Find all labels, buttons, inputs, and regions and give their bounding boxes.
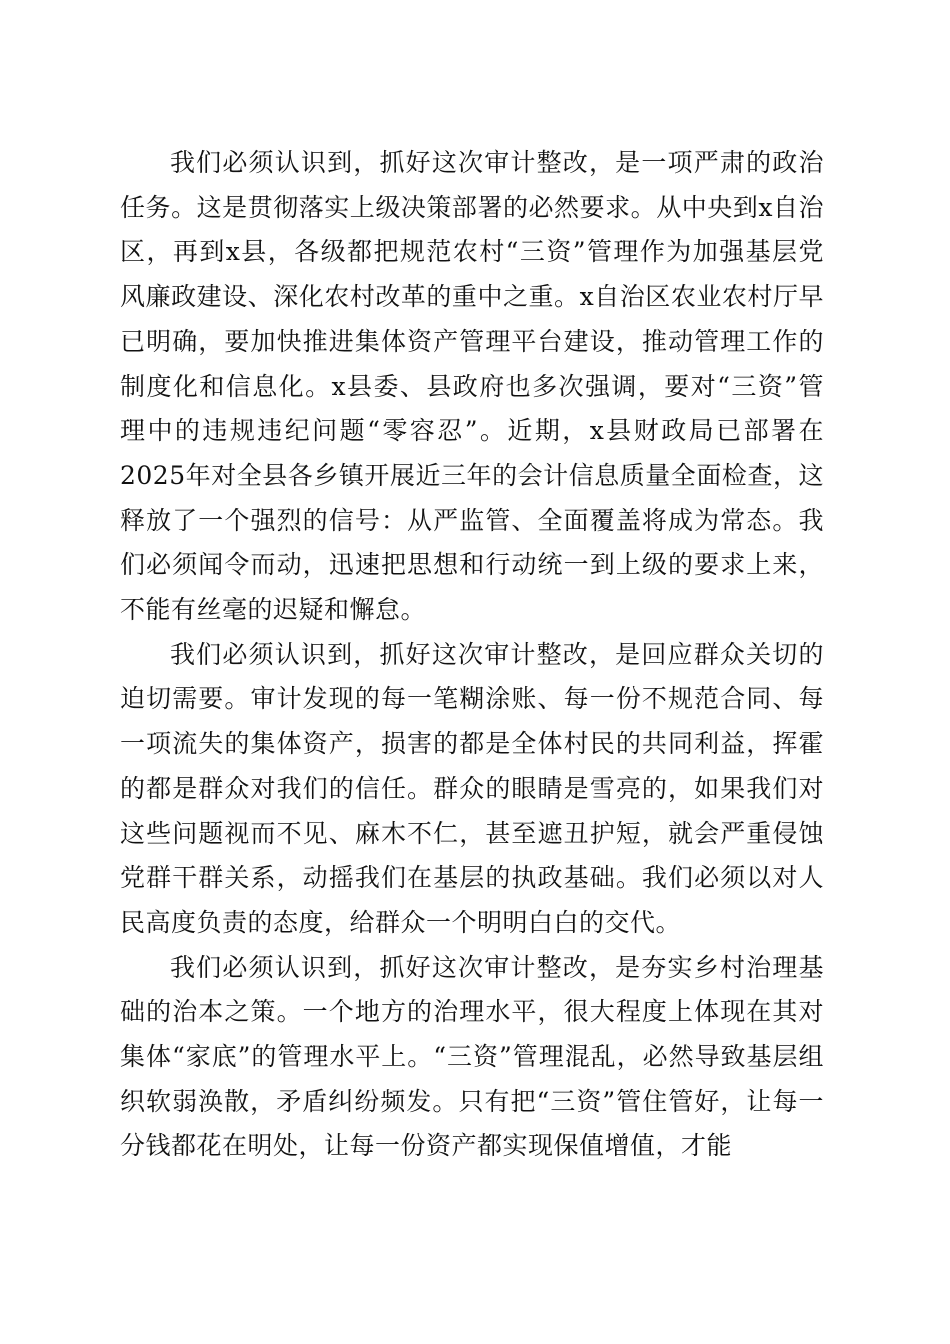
- paragraph-rural-governance: 我们必须认识到，抓好这次审计整改，是夯实乡村治理基础的治本之策。一个地方的治理水平，很大程度上体现在其对集体“家底”的管理水平上。“三资”管理混乱，必然导致基层组织软弱涣散，矛盾纠纷频发。只有把“三资”管住管好，让每一分钱都花在明处，让每一份资产都实现保值增值，才能: [120, 952, 824, 1161]
- document-body: [120, 141, 824, 1169]
- paragraph-public-concern: 我们必须认识到，抓好这次审计整改，是回应群众关切的迫切需要。审计发现的每一笔糊涂账、每一份不规范合同、每一项流失的集体资产，损害的都是全体村民的共同利益，挥霍的都是群众对我们的信任。群众的眼睛是雪亮的，如果我们对这些问题视而不见、麻木不仁，甚至遮丑护短，就会严重侵蚀党群干群关系，动摇我们在基层的执政基础。我们必须以对人民高度负责的态度，给群众一个明明白白的交代。: [120, 639, 824, 937]
- paragraph-political-task: 我们必须认识到，抓好这次审计整改，是一项严肃的政治任务。这是贯彻落实上级决策部署的必然要求。从中央到x自治区，再到x县，各级都把规范农村“三资”管理作为加强基层党风廉政建设、深化农村改革的重中之重。x自治区农业农村厅早已明确，要加快推进集体资产管理平台建设，推动管理工作的制度化和信息化。x县委、县政府也多次强调，要对“三资”管理中的违规违纪问题“零容忍”。近期，x县财政局已部署在2025年对全县各乡镇开展近三年的会计信息质量全面检查，这释放了一个强烈的信号：从严监管、全面覆盖将成为常态。我们必须闻令而动，迅速把思想和行动统一到上级的要求上来，不能有丝毫的迟疑和懈怠。: [120, 148, 824, 625]
